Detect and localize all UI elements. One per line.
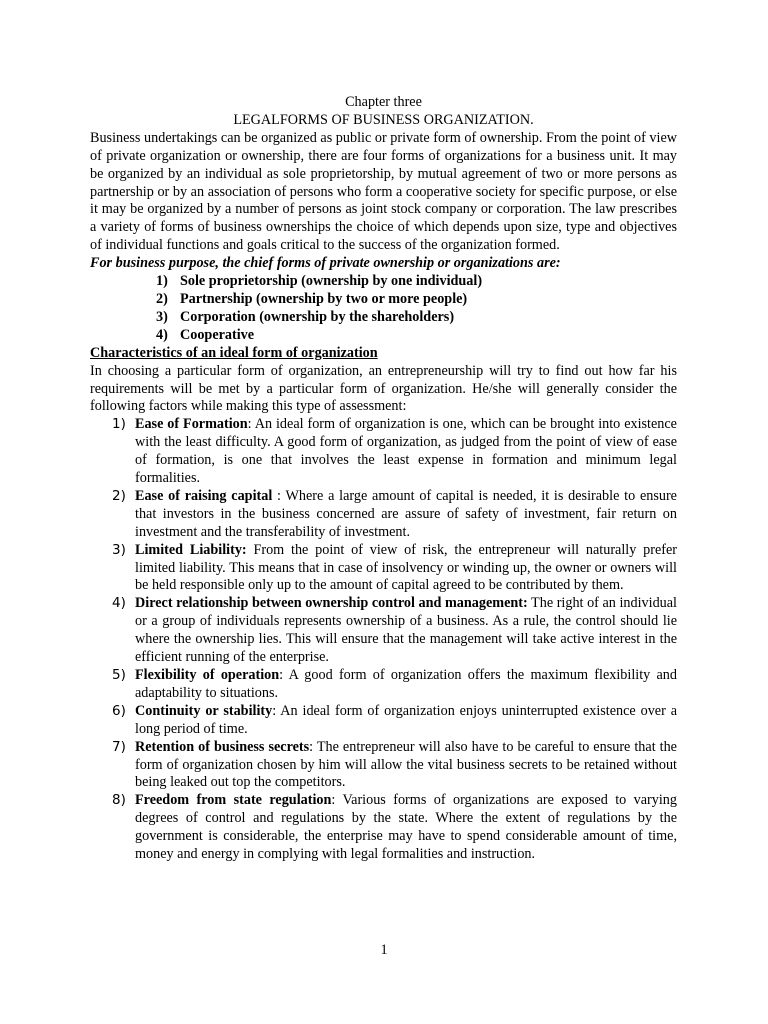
forms-list-item	[90, 327, 677, 345]
characteristic-text: : The entrepreneur will also have to be careful to ensure that the form of organization chosen by him will allow the vital business secrets to be retained without being leaked out top the competitors.	[135, 738, 677, 791]
characteristic-item	[90, 542, 677, 596]
characteristic-item	[90, 739, 677, 793]
characteristic-item	[90, 488, 677, 542]
characteristic-text: : An ideal form of organization enjoys uninterrupted existence over a long period of time.	[135, 702, 677, 737]
characteristic-text: The right of an individual or a group of individuals represents ownership of a business. As a rule, the control should lie where the ownership lies. This will ensure that the management will take active interest in the efficient running of the enterprise.	[135, 595, 677, 666]
page-number: 1	[380, 942, 388, 958]
list-item-text: Cooperative	[180, 326, 255, 343]
characteristic-term: Continuity or stability	[135, 702, 273, 719]
list-number: 3)	[112, 541, 126, 558]
page-content	[90, 94, 677, 864]
section-intro: In choosing a particular form of organization, an entrepreneurship will try to find out how far his requirements will be met by a particular form of organization. He/she will generally consider the following factors while making this type of assessment:	[90, 362, 677, 415]
list-number: 6)	[112, 702, 126, 719]
characteristic-text: : An ideal form of organization is one, which can be brought into existence with the least difficulty. A good form of organization, as judged from the point of view of ease of formation, is one that involves the least expense in formation and minimum legal formalities.	[135, 416, 677, 487]
forms-list-item	[90, 309, 677, 327]
list-number: 1)	[112, 416, 126, 433]
section-heading: Characteristics of an ideal form of organization	[90, 344, 378, 361]
intro-paragraph: Business undertakings can be organized as public or private form of ownership. From the point of view of private organization or ownership, there are four forms of organizations for a business unit. It may be organized by an individual as sole proprietorship, by mutual agreement of two or more persons as partnership or by an association of persons who form a cooperative society for specific purpose, or else it may be organized by a number of persons as joint stock company or corporation. The law prescribes a variety of forms of business ownerships the choice of which depends upon size, type and objectives of individual functions and goals critical to the success of the organization formed.	[90, 129, 677, 254]
list-number: 4)	[156, 326, 168, 343]
list-number: 2)	[112, 487, 126, 504]
list-item-text: Corporation (ownership by the shareholders)	[180, 308, 455, 325]
characteristic-text: : Various forms of organizations are exposed to varying degrees of control and regulations by the state. Where the extent of regulations by the government is considerable, the enterprise may have to spend considerable amount of time, money and energy in complying with legal formalities and instruction.	[135, 792, 677, 863]
forms-list-item	[90, 291, 677, 309]
characteristic-term: Retention of business secrets	[135, 738, 310, 755]
list-number: 4)	[112, 595, 126, 612]
list-number: 3)	[156, 308, 168, 325]
list-item-text: Sole proprietorship (ownership by one individual)	[180, 273, 483, 290]
characteristic-item	[90, 792, 677, 864]
characteristics-list	[90, 416, 677, 864]
list-number: 1)	[156, 273, 168, 290]
characteristic-term: Ease of Formation	[135, 416, 248, 433]
list-number: 7)	[112, 738, 126, 755]
list-number: 5)	[112, 667, 126, 683]
characteristic-item	[90, 595, 677, 667]
forms-list	[90, 273, 677, 345]
chapter-label: Chapter three	[345, 94, 422, 110]
chapter-title: LEGALFORMS OF BUSINESS ORGANIZATION.	[233, 111, 534, 128]
characteristic-term: Direct relationship between ownership control and management:	[135, 595, 528, 612]
characteristic-term: Limited Liability:	[135, 541, 247, 558]
list-number: 8)	[112, 792, 126, 809]
forms-heading: For business purpose, the chief forms of private ownership or organizations are:	[90, 255, 561, 272]
characteristic-text: From the point of view of risk, the entrepreneur will naturally prefer limited liability. This means that in case of insolvency or winding up, the owner or owners will be held responsible only up to the amount of capital agreed to be contributed by them.	[135, 541, 678, 594]
list-item-text: Partnership (ownership by two or more people)	[180, 290, 468, 307]
forms-list-item	[90, 273, 677, 291]
characteristic-item	[90, 416, 677, 488]
characteristic-term: Freedom from state regulation	[135, 792, 332, 809]
characteristic-term: Ease of raising capital	[135, 487, 273, 504]
characteristic-term: Flexibility of operation	[135, 667, 280, 683]
characteristic-item	[90, 703, 677, 739]
characteristic-text: : A good form of organization offers the maximum flexibility and adaptability to situations.	[135, 667, 677, 701]
characteristic-item	[90, 667, 677, 703]
list-number: 2)	[156, 290, 168, 307]
characteristic-text: : Where a large amount of capital is needed, it is desirable to ensure that investors in the business concerned are assure of safety of investment, fair return on investment and the transferability of investment.	[135, 487, 677, 540]
